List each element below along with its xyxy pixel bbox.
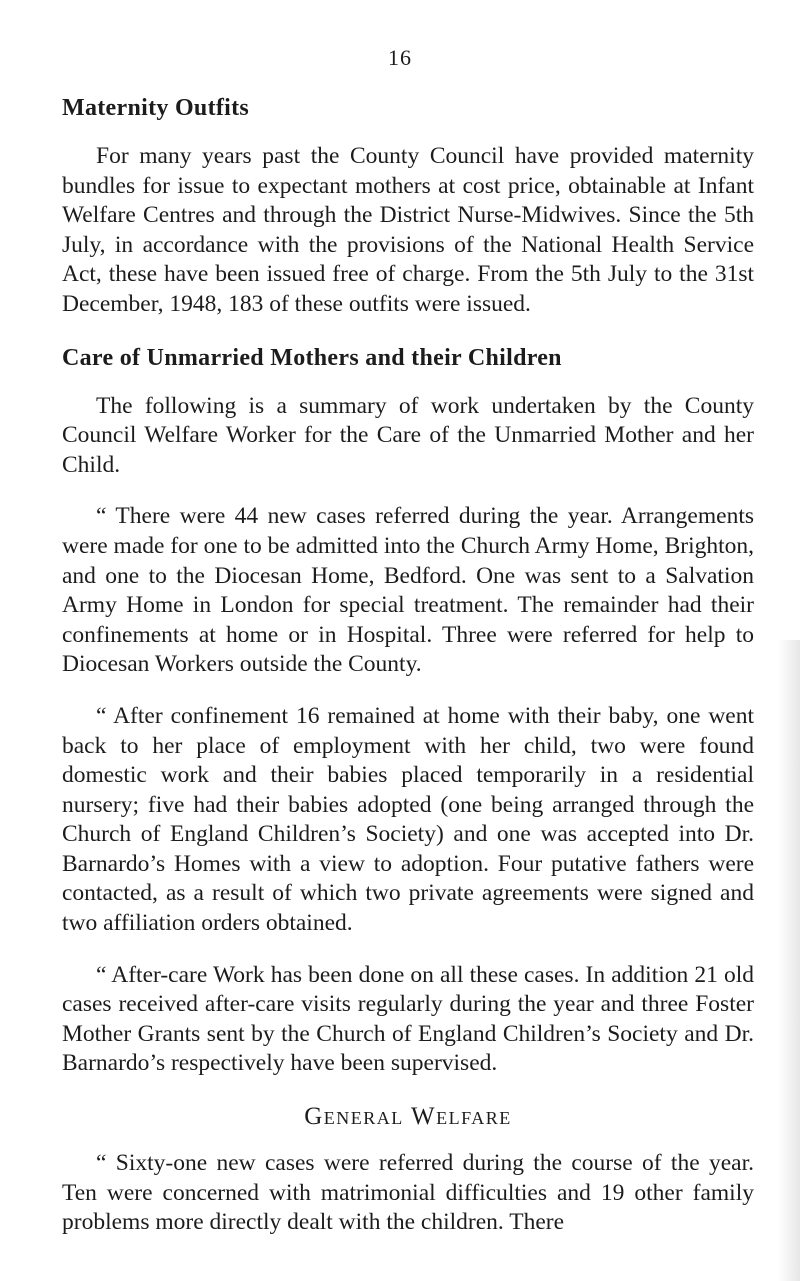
- page-body: [62, 92, 754, 1260]
- section-heading-unmarried-mothers: Care of Unmarried Mothers and their Children: [62, 344, 562, 371]
- paragraph-maternity-outfits: For many years past the County Council have provided maternity bundles for issue to expectant mothers at cost price, obtainable at Infant Welfare Centres and through the District Nurse-Midwives. Since the 5th July, in accordance with the provisions of the National Health Service Act, these have been issued free of charge. From the 5th July to the 31st December, 1948, 183 of these outfits were issued.: [62, 143, 754, 317]
- paragraph-new-cases: “ There were 44 new cases referred during the year. Arrangements were made for one to be admitted into the Church Army Home, Brighton, and one to the Diocesan Home, Bedford. One was sent to a Salvation Army Home in London for special treatment. The remainder had their confinements at home or in Hospital. Three were referred for help to Diocesan Workers outside the County.: [62, 503, 754, 678]
- page-edge-shadow: [778, 640, 800, 1281]
- paragraph-summary-intro: The following is a summary of work undertaken by the County Council Welfare Worker for the Care of the Unmarried Mother and her Child.: [62, 392, 754, 478]
- section-heading-general-welfare: General Welfare: [304, 1103, 512, 1131]
- page-number: 16: [388, 45, 412, 70]
- section-heading-maternity-outfits: Maternity Outfits: [62, 95, 250, 121]
- paragraph-general-welfare: “ Sixty-one new cases were referred during the course of the year. Ten were concerned with matrimonial difficulties and 19 other family problems more directly dealt with the children. There: [62, 1150, 754, 1236]
- paragraph-after-care: “ After-care Work has been done on all these cases. In addition 21 old cases received after-care visits regularly during the year and three Foster Mother Grants sent by the Church of England Children’s Society and Dr. Barnardo’s respectively have been supervised.: [62, 961, 754, 1077]
- paragraph-after-confinement: “ After confinement 16 remained at home with their baby, one went back to her place of employment with her child, two were found domestic work and their babies placed temporarily in a residential nursery; five had their babies adopted (one being arranged through the Church of England Children’s Society) and one was accepted into Dr. Barnardo’s Homes with a view to adoption. Four putative fathers were contacted, as a result of which two private agreements were signed and two affiliation orders obtained.: [62, 702, 754, 937]
